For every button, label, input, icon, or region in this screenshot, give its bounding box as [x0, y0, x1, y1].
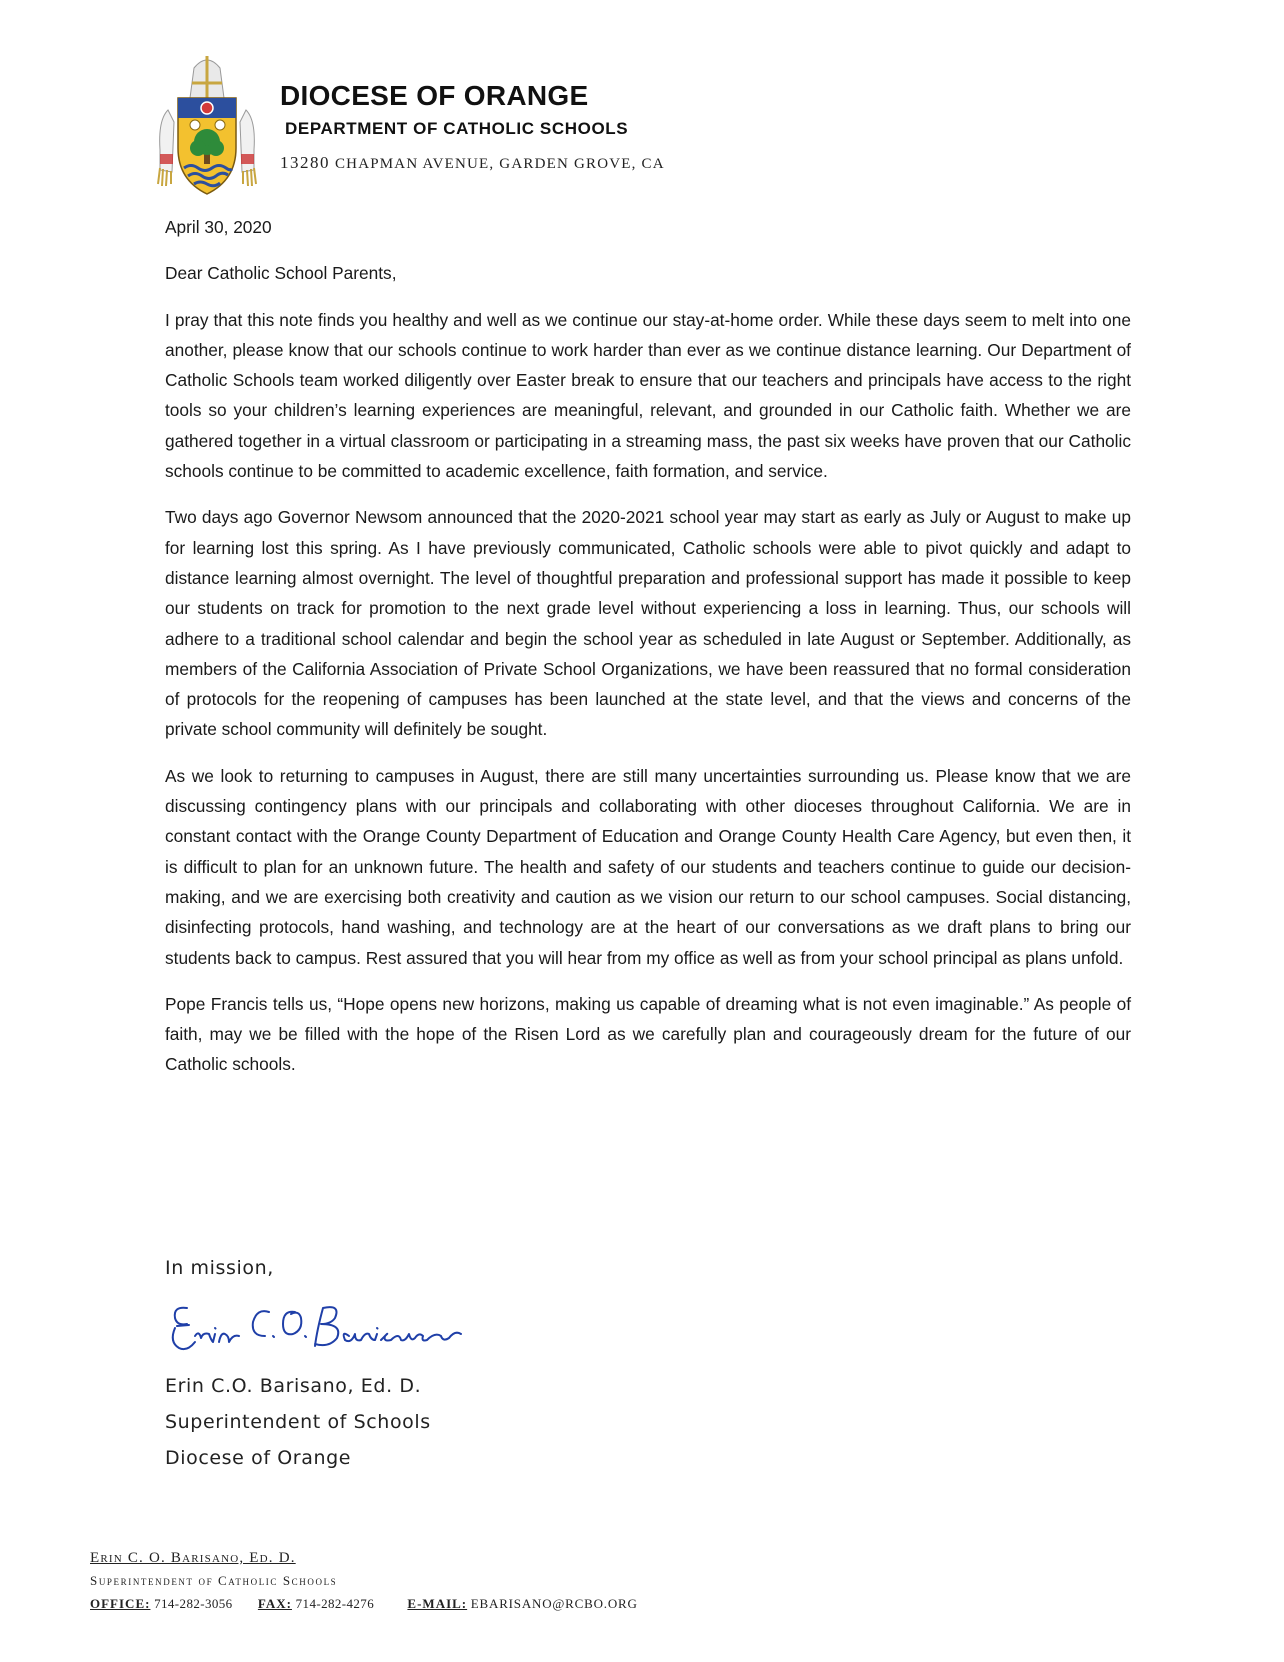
- organization-name: DIOCESE OF ORANGE: [280, 80, 589, 111]
- letter-body: [165, 212, 1131, 1096]
- paragraph: As we look to returning to campuses in August, there are still many uncertainties surrounding us. Please know that we are discussing contingency plans with our principals and collaborating with other dioceses throughout California. We are in constant contact with the Orange County Department of Education and Orange County Health Care Agency, but even then, it is difficult to plan for an unknown future. The health and safety of our students and teachers continue to guide our decision-making, and we are exercising both creativity and caution as we vision our return to our school campuses. Social distancing, disinfecting protocols, hand washing, and technology are at the heart of our conversations as we draft plans to bring our students back to campus. Rest assured that you will hear from my office as well as from your school principal as plans unfold.: [165, 765, 1131, 968]
- fax-number: 714-282-4276: [295, 1596, 375, 1611]
- fax-label: FAX:: [257, 1596, 292, 1611]
- letter-date: April 30, 2020: [165, 217, 272, 237]
- diocese-crest-icon: [150, 50, 265, 200]
- footer: [90, 1550, 638, 1612]
- email-address: EBARISANO@RCBO.ORG: [470, 1596, 638, 1611]
- signer-name: Erin C.O. Barisano, Ed. D.: [165, 1375, 422, 1397]
- footer-contact: [90, 1596, 638, 1612]
- paragraph: I pray that this note finds you healthy and well as we continue our stay-at-home order. While these days seem to melt into one another, please know that our schools continue to work harder than ever as we continue distance learning. Our Department of Catholic Schools team worked diligently over Easter break to ensure that our teachers and principals have access to the right tools so your children’s learning experiences are meaningful, relevant, and grounded in our Catholic faith. Whether we are gathered together in a virtual classroom or participating in a streaming mass, the past six weeks have proven that our Catholic schools continue to be committed to academic excellence, faith formation, and service.: [165, 309, 1131, 482]
- closing: In mission,: [165, 1257, 274, 1279]
- salutation: Dear Catholic School Parents,: [165, 263, 397, 284]
- footer-name: Erin C. O. Barisano, Ed. D.: [90, 1550, 296, 1566]
- department-name: DEPARTMENT OF CATHOLIC SCHOOLS: [285, 119, 629, 138]
- paragraph: Two days ago Governor Newsom announced that the 2020-2021 school year may start as early as July or August to make up for learning lost this spring. As I have previously communicated, Catholic schools were able to pivot quickly and adapt to distance learning almost overnight. The level of thoughtful preparation and professional support has made it possible to keep our students on track for promotion to the next grade level without experiencing a loss in learning. Thus, our schools will adhere to a traditional school calendar and begin the school year as scheduled in late August or September. Additionally, as members of the California Association of Private School Organizations, we have been reassured that no formal consideration of protocols for the reopening of campuses has been launched at the state level, and that the views and concerns of the private school community will definitely be sought.: [165, 507, 1131, 740]
- letterhead-address: [280, 153, 665, 173]
- office-number: 714-282-3056: [154, 1596, 233, 1611]
- address-number: 13280: [280, 153, 330, 172]
- footer-title: Superintendent of Catholic Schools: [90, 1573, 338, 1588]
- address-street: CHAPMAN AVENUE, GARDEN GROVE, CA: [334, 156, 665, 172]
- handwritten-signature: [165, 1290, 475, 1360]
- office-label: OFFICE:: [90, 1596, 151, 1611]
- signer-organization: Diocese of Orange: [165, 1447, 352, 1469]
- paragraph: Pope Francis tells us, “Hope opens new horizons, making us capable of dreaming what is not even imaginable.” As people of faith, may we be filled with the hope of the Risen Lord as we carefully plan and courageously dream for the future of our Catholic schools.: [165, 993, 1131, 1075]
- signer-block: [165, 1368, 431, 1476]
- email-label: E-MAIL:: [407, 1596, 468, 1611]
- signer-title: Superintendent of Schools: [165, 1411, 431, 1433]
